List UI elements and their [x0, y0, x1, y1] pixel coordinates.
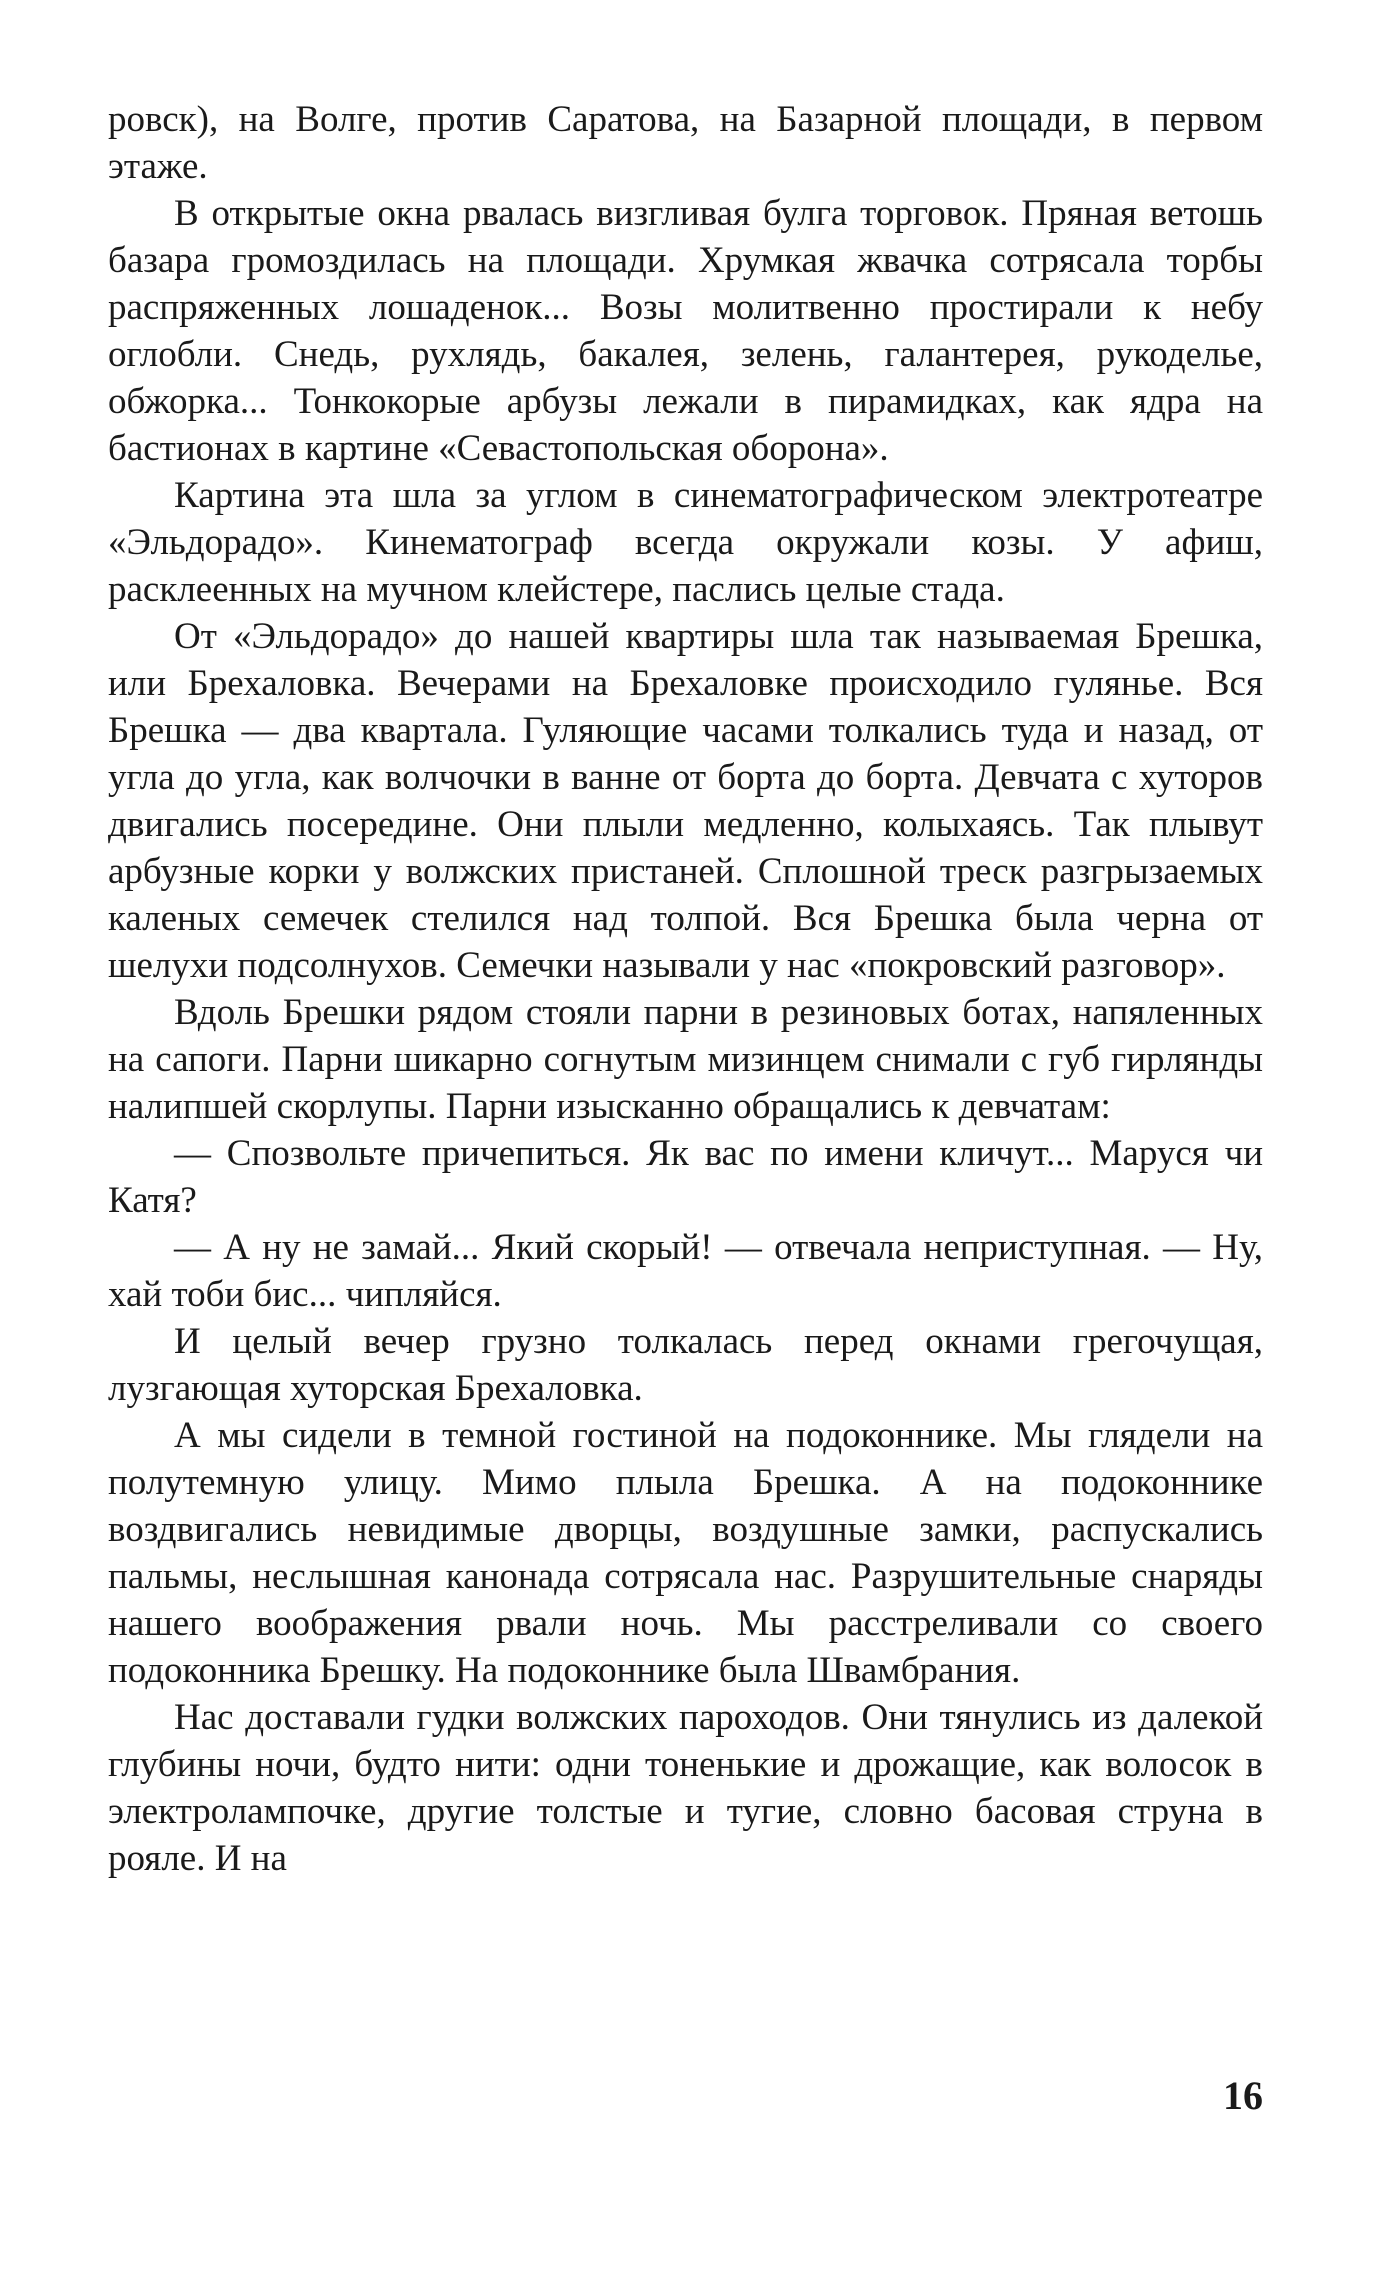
book-page	[108, 96, 1263, 2176]
paragraph-2: В открытые окна рвалась визгливая булга торговок. Пряная ветошь базара громоздилась на площади. Хрумкая жвачка сотрясала торбы распряженных лошаденок... Возы молитвенно простирали к небу оглобли. Снедь, рухлядь, бакалея, зелень, галантерея, рукоделье, обжорка... Тонкокорые арбузы лежали в пирамидках, как ядра на бастионах в картине «Севастопольская оборона».	[108, 193, 1263, 469]
paragraph-4: От «Эльдорадо» до нашей квартиры шла так называемая Брешка, или Брехаловка. Вечерами на Брехаловке происходило гулянье. Вся Брешка — два квартала. Гуляющие часами толкались туда и назад, от угла до угла, как волчочки в ванне от борта до борта. Девчата с хуторов двигались посередине. Они плыли медленно, колыхаясь. Так плывут арбузные корки у волжских пристаней. Сплошной треск разгрызаемых каленых семечек стелился над толпой. Вся Брешка была черна от шелухи подсолнухов. Семечки называли у нас «покровский разговор».	[108, 616, 1263, 986]
paragraph-7: — А ну не замай... Який скорый! — отвечала неприступная. — Ну, хай тоби бис... чипляйся.	[108, 1227, 1263, 1315]
paragraph-8: И целый вечер грузно толкалась перед окнами грегочущая, лузгающая хуторская Брехаловка.	[108, 1321, 1263, 1409]
paragraph-10: Нас доставали гудки волжских пароходов. Они тянулись из далекой глубины ночи, будто нити: одни тоненькие и дрожащие, как волосок в электролампочке, другие толстые и тугие, словно басовая струна в рояле. И на	[108, 1697, 1263, 1879]
paragraph-5: Вдоль Брешки рядом стояли парни в резиновых ботах, напяленных на сапоги. Парни шикарно согнутым мизинцем снимали с губ гирлянды налипшей скорлупы. Парни изысканно обращались к девчатам:	[108, 992, 1263, 1127]
paragraph-9: А мы сидели в темной гостиной на подоконнике. Мы глядели на полутемную улицу. Мимо плыла Брешка. А на подоконнике воздвигались невидимые дворцы, воздушные замки, распускались пальмы, неслышная канонада сотрясала нас. Разрушительные снаряды нашего воображения рвали ночь. Мы расстреливали со своего подоконника Брешку. На подоконнике была Швамбрания.	[108, 1415, 1263, 1691]
page-number: 16	[1223, 2073, 1263, 2118]
paragraph-1: ровск), на Волге, против Саратова, на Базарной площади, в первом этаже.	[108, 99, 1263, 187]
paragraph-6: — Спозвольте причепиться. Як вас по имени кличут... Маруся чи Катя?	[108, 1133, 1263, 1221]
paragraph-3: Картина эта шла за углом в синематографическом электротеатре «Эльдорадо». Кинематограф всегда окружали козы. У афиш, расклеенных на мучном клейстере, паслись целые стада.	[108, 475, 1263, 610]
